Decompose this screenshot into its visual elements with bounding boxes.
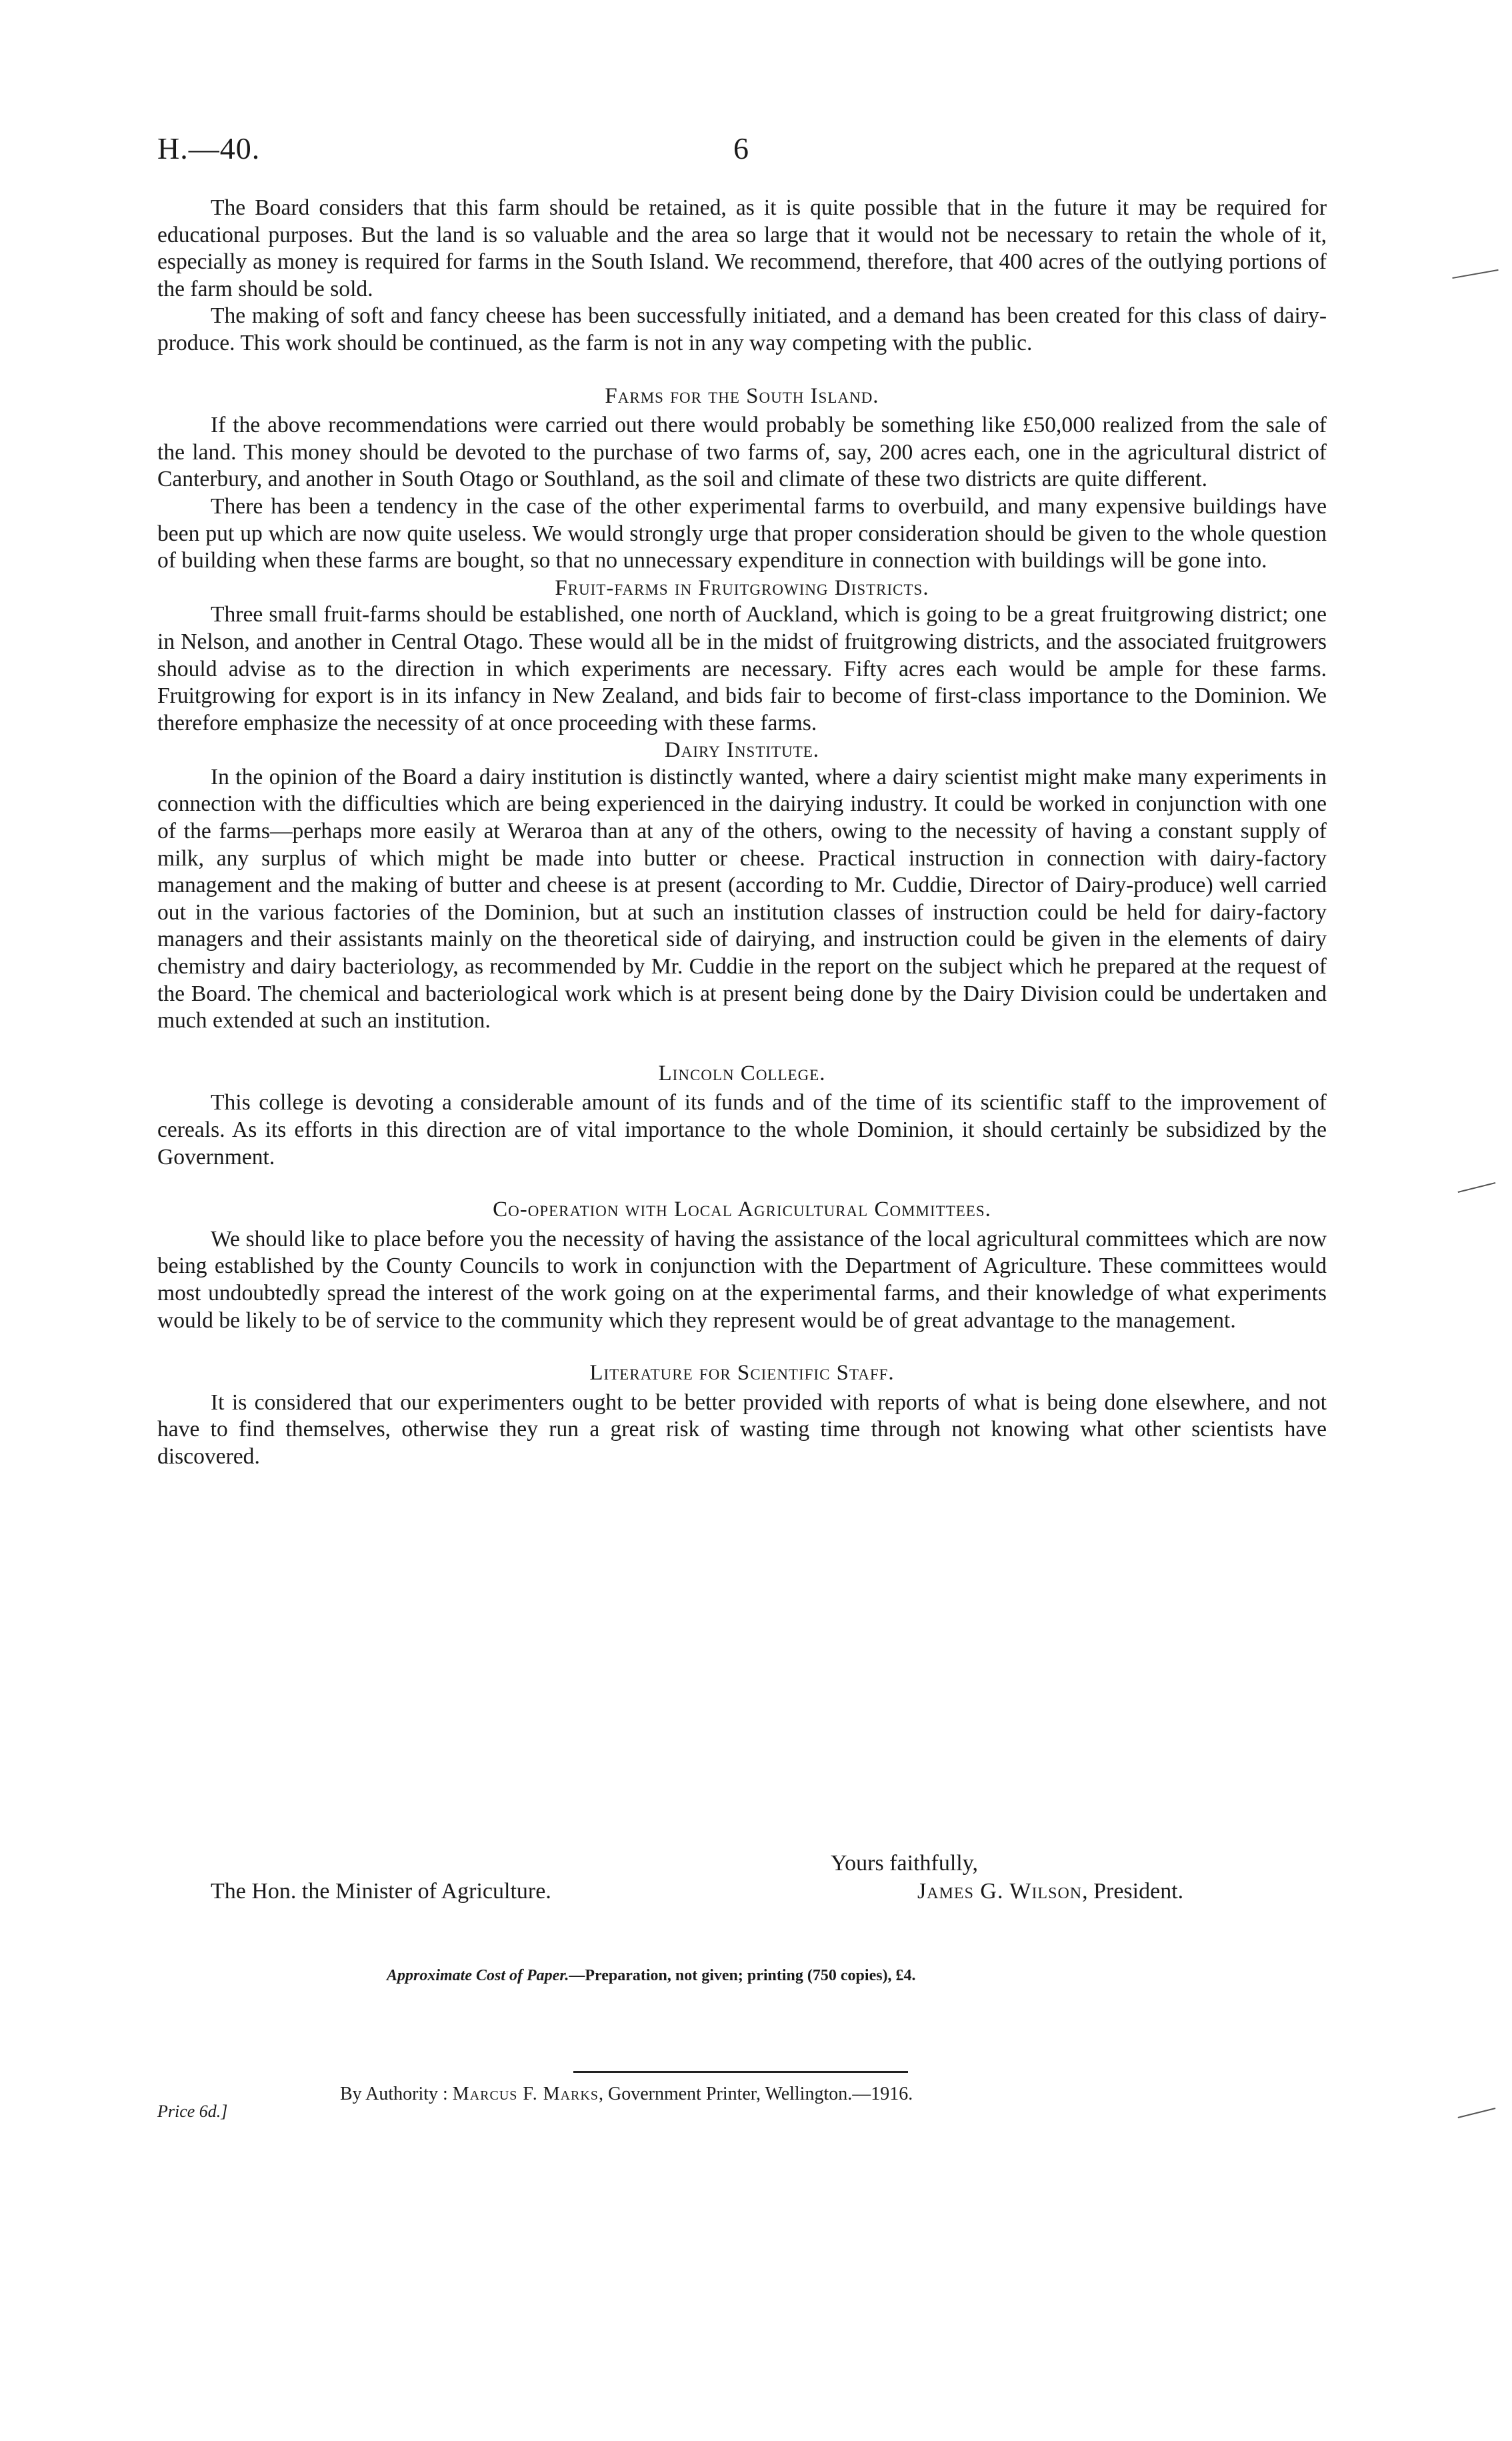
paragraph: It is considered that our experimenters ought to be better provided with reports of what is being done elsewhere, and not have to find themselves, otherwise they run a great risk of wasting time through not knowing what other scientists have discovered. <box>157 1390 1327 1469</box>
margin-mark <box>1458 2108 1496 2118</box>
paragraph: There has been a tendency in the case of the other experimental farms to overbuild, and many expensive buildings have been put up which are now quite useless. We would strongly urge that proper consideration should be given to the whole question of building when these farms are bought, so that no unnecessary expenditure in connection with buildings will be gone into. <box>157 493 1327 573</box>
signer-name: James G. Wilson <box>917 1879 1083 1904</box>
section-heading: Lincoln College. <box>658 1061 826 1085</box>
section-heading: Farms for the South Island. <box>605 383 879 408</box>
section-literature <box>157 1360 1327 1470</box>
printer-authority <box>340 2084 913 2105</box>
margin-mark <box>1458 1182 1496 1193</box>
cost-text: —Preparation, not given; printing (750 copies), £4. <box>569 1967 916 1984</box>
section-heading: Dairy Institute. <box>664 738 820 763</box>
cost-of-paper <box>387 1967 916 1985</box>
paragraph: If the above recommendations were carried out there would probably be something like £50,000 realized from the sale of the land. This money should be devoted to the purchase of two farms of, say, 200 acres each, one in the agricultural district of Canterbury, and another in South Otago or Southland, as the soil and climate of these two districts are quite different. <box>157 413 1327 492</box>
section-heading: Literature for Scientific Staff. <box>589 1361 895 1386</box>
footer-rule <box>573 2071 908 2073</box>
letter-signoff <box>157 1850 1327 1916</box>
section-heading: Fruit-farms in Fruitgrowing Districts. <box>555 575 929 600</box>
paragraph: We should like to place before you the necessity of having the assistance of the local agricultural committees which are now being established by the County Councils to work in conjunction with the Department of Agriculture. These committees would most undoubtedly spread the interest of the work going on at the experimental farms, and their knowledge of what experiments would be likely to be of service to the community which they represent would be of great advantage to the management. <box>157 1226 1327 1333</box>
section-farms-south-island <box>157 383 1327 575</box>
paragraph: The making of soft and fancy cheese has been successfully initiated, and a demand has been created for this class of dairy-produce. This work should be continued, as the farm is not in any way competing with the public. <box>157 303 1327 355</box>
paragraph: In the opinion of the Board a dairy institution is distinctly wanted, where a dairy scientist might make many experiments in connection with the difficulties which are being experienced in the dairying industry. It could be worked in conjunction with one of the farms—perhaps more easily at Weraroa than at any of the others, owing to the necessity of having a constant supply of milk, any surplus of which might be made into butter or cheese. Practical instruction in connection with dairy-factory management and the making of butter and cheese is at present (according to Mr. Cuddie, Director of Dairy-produce) well carried out in the various factories of the Dominion, but at such an institution classes of instruction could be held for dairy-factory managers and their assistants mainly on the theoretical side of dairying, and instruction could be given in the elements of dairy chemistry and dairy bacteriology, as recommended by Mr. Cuddie in the report on the subject which he prepared at the request of the Board. The chemical and bacteriological work which is at present being done by the Dairy Division could be undertaken and much extended at such an institution. <box>157 764 1327 1033</box>
section-fruit-farms <box>157 575 1327 737</box>
paragraph: Three small fruit-farms should be established, one north of Auckland, which is going to be a great fruitgrowing district; one in Nelson, and another in Central Otago. These would all be in the midst of fruitgrowing districts, and the associated fruitgrowers should advise as to the direction in which experiments are necessary. Fifty acres each would be ample for these farms. Fruitgrowing for export is in its infancy in New Zealand, and bids fair to become of first-class importance to the Dominion. We therefore emphasize the necessity of at once proceeding with these farms. <box>157 602 1327 735</box>
closing: Yours faithfully, <box>831 1851 979 1876</box>
margin-mark <box>1452 269 1498 279</box>
page-number: 6 <box>733 131 749 165</box>
signature <box>917 1878 1183 1906</box>
section-lincoln-college <box>157 1060 1327 1171</box>
authority-label: By Authority : <box>340 2084 453 2104</box>
section-heading: Co-operation with Local Agricultural Committees. <box>493 1197 991 1222</box>
addressee: The Hon. the Minister of Agriculture. <box>211 1879 551 1904</box>
report-body <box>157 195 1327 1471</box>
price: Price 6d.] <box>157 2102 228 2121</box>
paragraph: This college is devoting a considerable amount of its funds and of the time of its scientific staff to the improvement of cereals. As its efforts in this direction are of vital importance to the whole Dominion, it should certainly be subsidized by the Government. <box>157 1090 1327 1169</box>
cost-label: Approximate Cost of Paper. <box>387 1967 569 1984</box>
printer-rest: , Government Printer, Wellington.—1916. <box>598 2084 913 2104</box>
section-continued <box>157 195 1327 357</box>
document-reference: H.—40. <box>157 131 261 165</box>
paragraph: The Board considers that this farm should be retained, as it is quite possible that in the future it may be required for educational purposes. But the land is so valuable and the area so large that it would not be necessary to retain the whole of it, especially as money is required for farms in the South Island. We recommend, therefore, that 400 acres of the outlying portions of the farm should be sold. <box>157 195 1327 301</box>
section-dairy-institute <box>157 737 1327 1035</box>
section-cooperation <box>157 1196 1327 1334</box>
printer-name: Marcus F. Marks <box>452 2084 599 2104</box>
signer-title: , President. <box>1082 1879 1184 1904</box>
